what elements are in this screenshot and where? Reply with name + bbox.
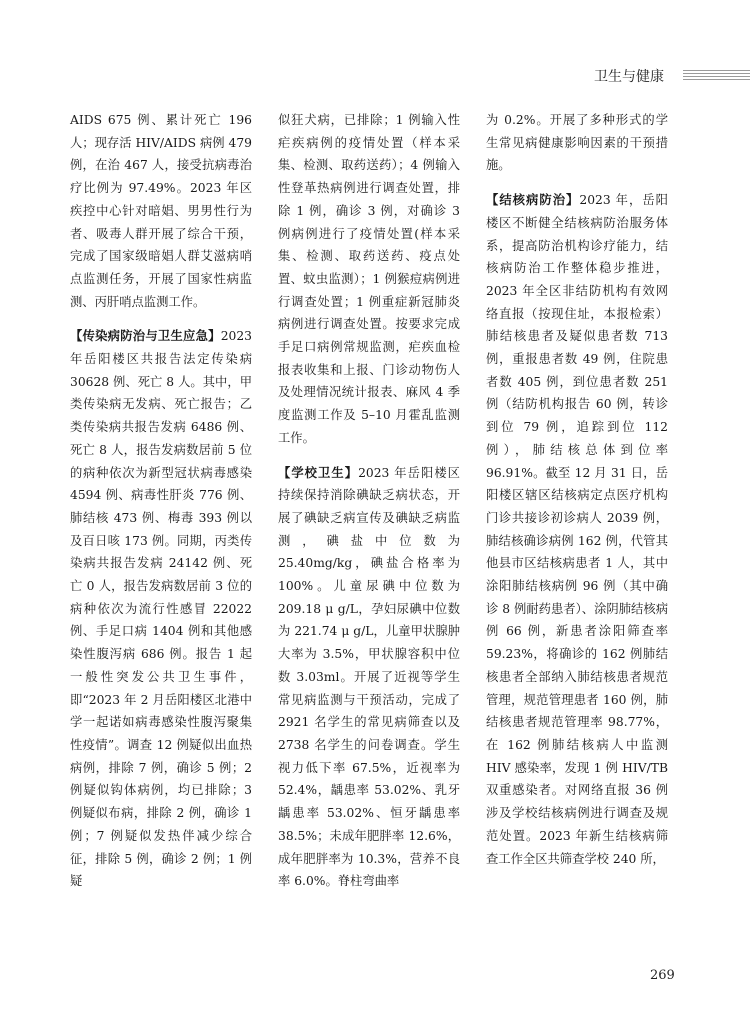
paragraph-text: 2023 年岳阳楼区持续保持消除碘缺乏病状态，开展了碘缺乏病宣传及碘缺乏病监测，碘盐中位数为 25.40mg/kg，碘盐合格率为 100%。儿童尿碘中位数为 209.18 μ g/L，孕妇尿碘中位数为 221.74 μ g/L，儿童甲状腺肿大率为 3.5%，甲状腺容积中位数 3.03ml。开展了近视等学生常见病监测与干预活动，完成了 2921 名学生的常见病筛查以及 2738 名学生的问卷调查。学生视力低下率 67.5%，近视率为 52.4%，龋患率 53.02%、乳牙龋患率 53.02%、恒牙龋患率 38.5%；未成年肥胖率 12.6%，成年肥胖率为 10.3%，营养不良率 6.0%。脊柱弯曲率 [278,465,460,889]
paragraph [70,325,252,893]
section-heading: 【结核病防治】 [486,193,580,208]
paragraph [486,189,668,870]
section-heading: 【学校卫生】 [278,465,359,480]
paragraph-text: 2023 年，岳阳楼区不断健全结核病防治服务体系，提高防治机构诊疗能力，结核病防治工作整体稳步推进，2023 年全区非结防机构有效网络直报（按现住址，本报检索）肺结核患者及疑似患者数 713 例，重报患者数 49 例，住院患者数 405 例，到位患者数 251 例（结防机构报告 60 例，转诊到位 79 例，追踪到位 112 例），肺结核总体到位率 96.91%。截至 12 月 31 日，岳阳楼区辖区结核病定点医疗机构门诊共接诊初诊病人 2039 例，肺结核确诊病例 162 例，代管其他县市区结核病患者 1 人，其中涂阳肺结核病例 96 例（其中确诊 8 例耐药患者）、涂阴肺结核病例 66 例，新患者涂阳筛查率 59.23%，将确诊的 162 例肺结核患者全部纳入肺结核患者规范管理，规范管理患者 160 例，肺结核患者规范管理率 98.77%，在 162 例肺结核病人中监测 HIV 感染率，发现 1 例 HIV/TB 双重感染者。对网络直报 36 例涉及学校结核病例进行调查及规范处置。2023 年新生结核病筛查工作全区共筛查学校 240 所， [486,193,668,866]
paragraph [278,462,460,893]
paragraph-text: AIDS 675 例、累计死亡 196 人；现存活 HIV/AIDS 病例 479 例，在治 467 人，接受抗病毒治疗比例为 97.49%。2023 年区疾控中心针对暗娼、男男性行为者、吸毒人群开展了综合干预，完成了国家级暗娼人群艾滋病哨点监测任务，开展了国家性病监测、丙肝哨点监测工作。 [70,113,252,309]
text-column-2 [278,109,460,893]
paragraph [70,109,252,313]
paragraph-text: 似狂犬病，已排除；1 例输入性疟疾病例的疫情处置（样本采集、检测、取药送药）；4 例输入性登革热病例进行调查处置，排除 1 例，确诊 3 例，对确诊 3 例病例进行了疫情处置(样本采集、检测、取药送药、疫点处置、蚊虫监测）；1 例猴痘病例进行调查处置；1 例重症新冠肺炎病例进行调查处置。按要求完成手足口病例常规监测，疟疾血检报表收集和上报、门诊动物伤人及处理情况统计报表、麻风 4 季度监测工作及 5–10 月霍乱监测工作。 [278,113,460,445]
paragraph [278,109,460,450]
paragraph-text: 2023 年岳阳楼区共报告法定传染病 30628 例、死亡 8 人。其中，甲类传染病无发病、死亡报告；乙类传染病共报告发病 6486 例、死亡 8 人，报告发病数居前 5 位的病种依次为新型冠状病毒感染 4594 例、病毒性肝炎 776 例、肺结核 473 例、梅毒 393 例以及百日咳 173 例。同期，丙类传染病共报告发病 24142 例、死亡 0 人，报告发病数居前 3 位的病种依次为流行性感冒 22022 例、手足口病 1404 例和其他感染性腹泻病 686 例。报告 1 起一般性突发公共卫生事件，即“2023 年 2 月岳阳楼区北港中学一起诺如病毒感染性腹泻聚集性疫情”。调查 12 例疑似出血热病例，排除 7 例，确诊 5 例；2 例疑似钩体病例，均已排除；3 例疑似布病，排除 2 例，确诊 1 例；7 例疑似发热伴减少综合征，排除 5 例，确诊 2 例；1 例疑 [70,329,252,889]
paragraph [486,109,668,177]
section-title: 卫生与健康 [594,69,664,85]
text-column-3 [486,109,668,870]
page-number: 269 [650,968,675,983]
section-heading: 【传染病防治与卫生应急】 [70,329,221,344]
paragraph-text: 为 0.2%。开展了多种形式的学生常见病健康影响因素的干预措施。 [486,113,668,173]
header-decorative-lines [683,70,750,82]
text-column-1 [70,109,252,893]
